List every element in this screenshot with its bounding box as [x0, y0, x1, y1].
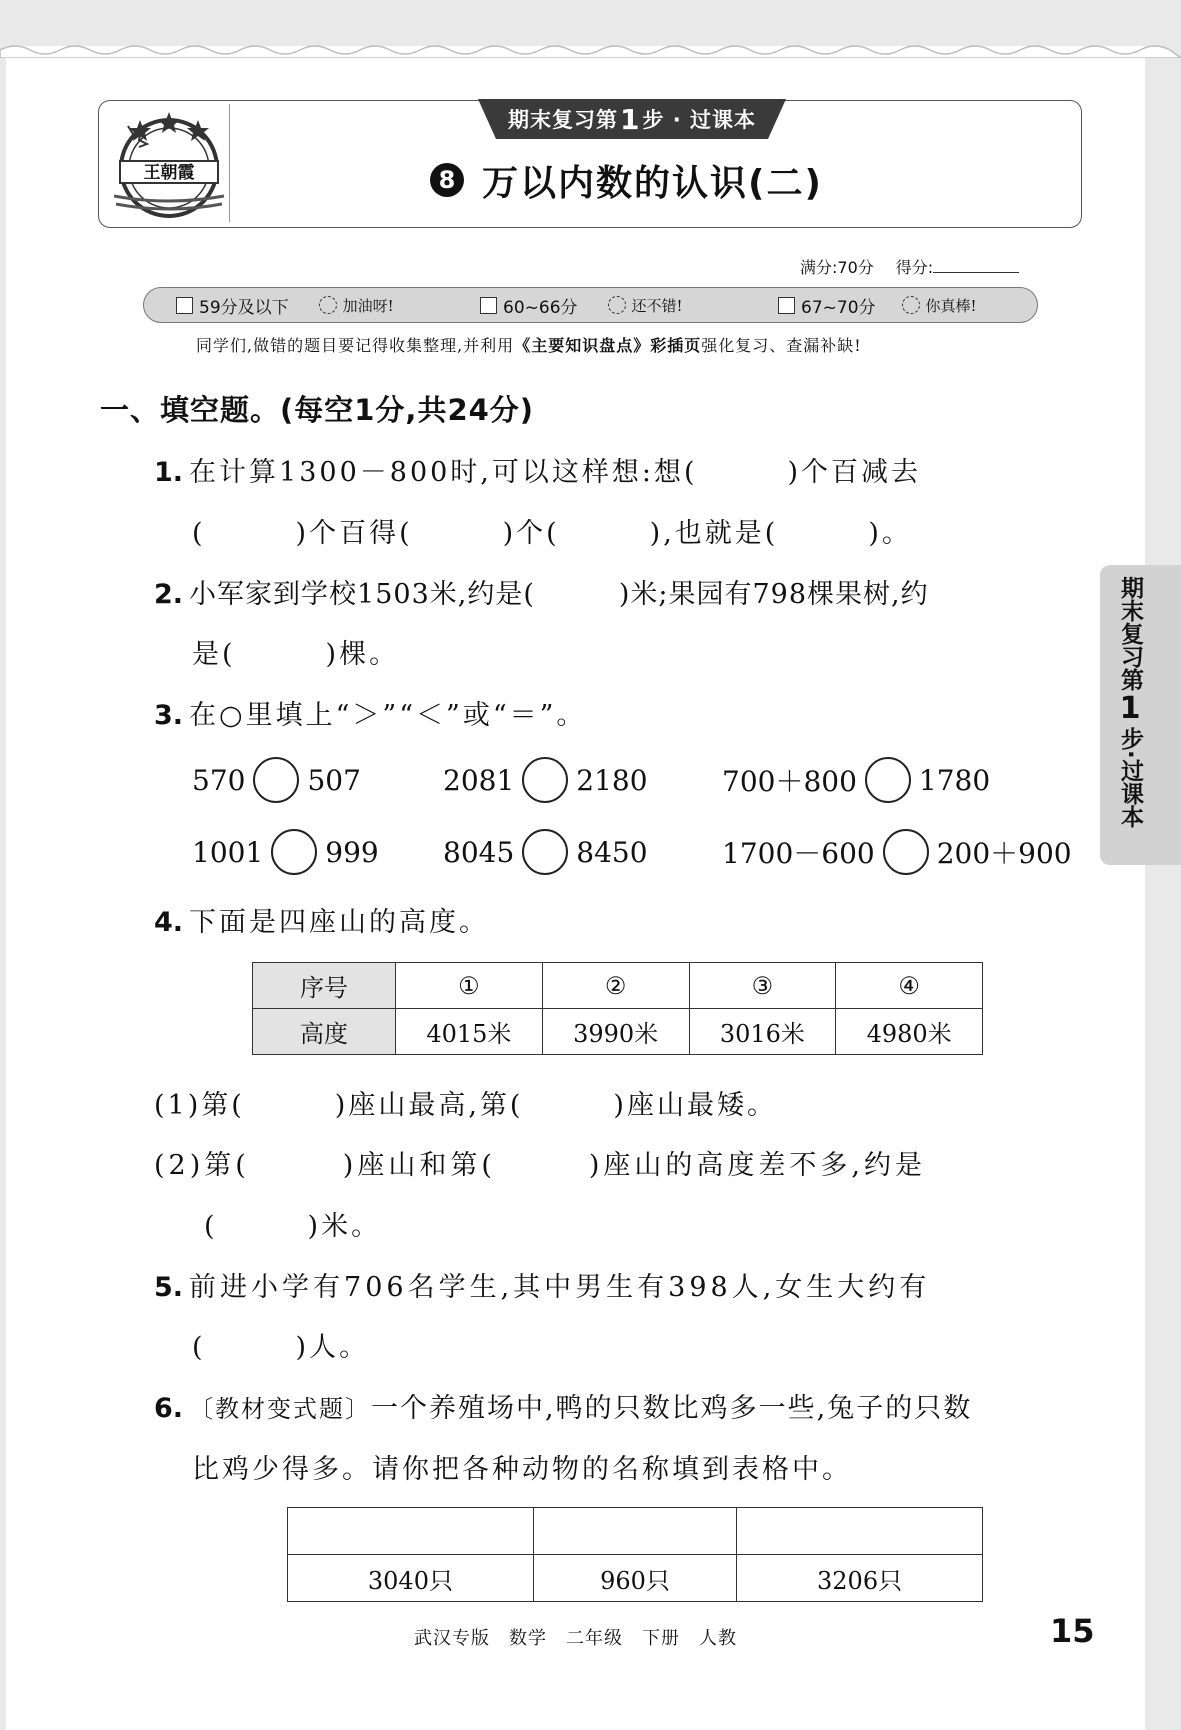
table-cell: ②: [542, 963, 689, 1009]
checkbox[interactable]: [778, 297, 795, 314]
answer-circle[interactable]: [522, 757, 568, 803]
table-cell: ④: [836, 963, 983, 1009]
notice-text: 同学们,做错的题目要记得收集整理,并利用《主要知识盘点》彩插页强化复习、查漏补缺!: [196, 336, 862, 355]
footer-info: 武汉专版 数学 二年级 下册 人教: [414, 1628, 737, 1649]
question-5: 5. 前进小学有706名学生,其中男生有398人,女生大约有: [154, 1272, 931, 1303]
answer-circle[interactable]: [271, 829, 317, 875]
checkbox[interactable]: [176, 297, 193, 314]
question-2-line2: 是( )棵。: [192, 639, 400, 670]
checkbox[interactable]: [480, 297, 497, 314]
answer-cell[interactable]: [288, 1508, 534, 1555]
grade-option-mid[interactable]: 60~66分 还不错!: [480, 291, 683, 319]
table-cell: 3990米: [542, 1009, 689, 1055]
question-4-sub1: (1)第( )座山最高,第( )座山最矮。: [154, 1090, 777, 1121]
compare-item: 8045 8450: [443, 829, 648, 875]
logo-divider: [229, 104, 230, 222]
question-6-line2: 比鸡少得多。请你把各种动物的名称填到表格中。: [192, 1454, 852, 1485]
compare-item: 700＋800 1780: [722, 757, 990, 803]
full-score: 满分:70分: [800, 258, 874, 277]
step-banner: 期末复习第 1 步 · 过课本: [507, 102, 757, 136]
mountain-table: [252, 962, 983, 1055]
table-cell: 4980米: [836, 1009, 983, 1055]
brand-logo-icon: [110, 106, 228, 224]
question-6: 6. 〔教材变式题〕一个养殖场中,鸭的只数比鸡多一些,兔子的只数: [154, 1393, 973, 1424]
answer-circle[interactable]: [253, 757, 299, 803]
compare-item: 570 507: [192, 757, 361, 803]
table-header-cell: 序号: [253, 963, 396, 1009]
chapter-number-badge: 8: [430, 163, 464, 197]
question-4-sub2-line2: ( )米。: [204, 1211, 382, 1242]
answer-circle[interactable]: [522, 829, 568, 875]
svg-text:王朝霞: 王朝霞: [143, 163, 195, 183]
wavy-top-edge: [0, 40, 1181, 58]
answer-cell[interactable]: [533, 1508, 736, 1555]
question-4: 4. 下面是四座山的高度。: [154, 907, 490, 938]
answer-circle[interactable]: [883, 829, 929, 875]
table-cell: 960只: [533, 1555, 736, 1602]
smiley-face-icon: [319, 296, 337, 314]
question-5-line2: ( )人。: [192, 1332, 370, 1363]
page-title: 万以内数的认识(二): [482, 162, 823, 204]
question-2: 2. 小军家到学校1503米,约是( )米;果园有798棵果树,约: [154, 579, 929, 610]
score-blank-field[interactable]: [933, 256, 1019, 273]
question-4-sub2: (2)第( )座山和第( )座山的高度差不多,约是: [154, 1150, 926, 1181]
question-1-line2: ( )个百得( )个( ),也就是( )。: [192, 518, 912, 549]
grade-option-low[interactable]: 59分及以下 加油呀!: [176, 291, 394, 319]
table-cell: ③: [689, 963, 836, 1009]
side-tab-label: 期末复习第 1 步·过课本: [1117, 576, 1143, 828]
score-line: [800, 255, 1019, 278]
smiley-face-icon: [902, 296, 920, 314]
table-cell: 3040只: [288, 1555, 534, 1602]
lesson-title: [430, 150, 823, 210]
question-3: 3. 在○里填上“＞”“＜”或“＝”。: [154, 700, 587, 731]
table-cell: 3206只: [737, 1555, 983, 1602]
animal-table: [287, 1507, 983, 1602]
compare-item: 1001 999: [192, 829, 379, 875]
table-header-cell: 高度: [253, 1009, 396, 1055]
answer-circle[interactable]: [865, 757, 911, 803]
compare-item: 1700－600 200＋900: [722, 829, 1072, 875]
smiley-face-icon: [608, 296, 626, 314]
compare-item: 2081 2180: [443, 757, 648, 803]
page-number: 15: [1050, 1612, 1095, 1650]
table-cell: 3016米: [689, 1009, 836, 1055]
section-heading: 一、填空题。(每空1分,共24分): [100, 393, 535, 427]
answer-cell[interactable]: [737, 1508, 983, 1555]
table-cell: 4015米: [396, 1009, 543, 1055]
grade-option-high[interactable]: 67~70分 你真棒!: [778, 291, 977, 319]
table-cell: ①: [396, 963, 543, 1009]
score-got: 得分:: [896, 255, 1019, 278]
question-1: 1. 在计算1300－800时,可以这样想:想( )个百减去: [154, 457, 922, 488]
